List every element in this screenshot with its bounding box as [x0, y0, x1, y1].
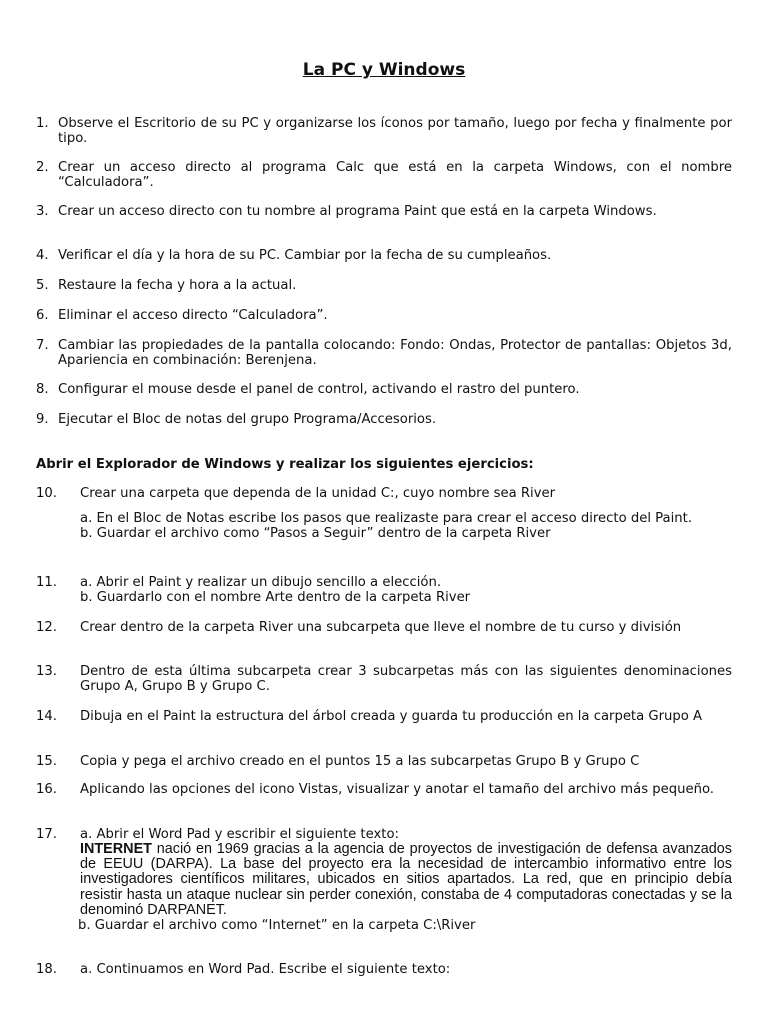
quoted-text-keyword: INTERNET	[80, 841, 152, 857]
list-item	[36, 827, 732, 933]
list-item	[36, 116, 732, 146]
item-number: 1.	[36, 116, 49, 131]
item-number: 18.	[36, 962, 57, 977]
item-number: 13.	[36, 664, 57, 679]
item-text: Verificar el día y la hora de su PC. Cambiar por la fecha de su cumpleaños.	[58, 248, 552, 263]
list-item	[36, 338, 732, 368]
list-item	[36, 248, 732, 263]
item-number: 3.	[36, 204, 49, 219]
item-text: Crear un acceso directo con tu nombre al programa Paint que está en la carpeta Windows.	[58, 204, 657, 219]
list-item	[36, 754, 732, 769]
item-number: 15.	[36, 754, 57, 769]
item-number: 5.	[36, 278, 49, 293]
list-item	[36, 782, 732, 797]
item-text: Aplicando las opciones del icono Vistas, visualizar y anotar el tamaño del archivo más pequeño.	[80, 782, 714, 797]
sub-item-a: a. Continuamos en Word Pad. Escribe el siguiente texto:	[80, 962, 451, 977]
item-number: 14.	[36, 709, 57, 724]
item-number: 12.	[36, 620, 57, 635]
section-heading: Abrir el Explorador de Windows y realizar los siguientes ejercicios:	[36, 457, 534, 472]
item-number: 4.	[36, 248, 49, 263]
item-number: 9.	[36, 412, 49, 427]
item-text: Eliminar el acceso directo “Calculadora”.	[58, 308, 328, 323]
sub-item-a: a. En el Bloc de Notas escribe los pasos que realizaste para crear el acceso directo del Paint.	[80, 511, 693, 526]
item-text: Cambiar las propiedades de la pantalla colocando: Fondo: Ondas, Protector de pantallas: Objetos 3d, Apariencia en combinación: Berenjena.	[58, 338, 732, 368]
item-text: Crear un acceso directo al programa Calc que está en la carpeta Windows, con el nombre “Calculadora”.	[58, 160, 732, 190]
sub-item-b: b. Guardar el archivo como “Internet” en la carpeta C:\River	[78, 918, 476, 934]
list-item	[36, 962, 732, 977]
item-number: 2.	[36, 160, 49, 175]
item-number: 16.	[36, 782, 57, 797]
sub-item-a: a. Abrir el Word Pad y escribir el siguiente texto:	[80, 827, 399, 842]
list-item	[36, 160, 732, 190]
list-item	[36, 412, 732, 427]
quoted-text	[80, 842, 732, 918]
item-number: 6.	[36, 308, 49, 323]
item-text: Ejecutar el Bloc de notas del grupo Programa/Accesorios.	[58, 412, 437, 427]
sub-item-a: a. Abrir el Paint y realizar un dibujo sencillo a elección.	[80, 575, 442, 590]
item-text: Configurar el mouse desde el panel de control, activando el rastro del puntero.	[58, 382, 580, 397]
item-number: 10.	[36, 486, 57, 501]
item-text: Observe el Escritorio de su PC y organizarse los íconos por tamaño, luego por fecha y finalmente por tipo.	[58, 116, 732, 146]
sub-item-b: b. Guardarlo con el nombre Arte dentro de la carpeta River	[80, 590, 471, 605]
list-item	[36, 382, 732, 397]
list-item	[36, 204, 732, 219]
page-title: La PC y Windows	[302, 60, 466, 80]
item-text: Dibuja en el Paint la estructura del árbol creada y guarda tu producción en la carpeta Grupo A	[80, 709, 703, 724]
list-item	[36, 575, 732, 605]
item-text: Restaure la fecha y hora a la actual.	[58, 278, 297, 293]
list-item	[36, 278, 732, 293]
list-item	[36, 620, 732, 635]
list-item	[36, 709, 732, 724]
list-item	[36, 308, 732, 323]
quoted-text-body: nació en 1969 gracias a la agencia de proyectos de investigación de defensa avanzados de EEUU (DARPA). La base del proyecto era la necesidad de intercambio informativo entre los investigadores científicos militares, ubicados en sitios apartados. La red, que en principio debía resistir hasta un ataque nuclear sin perder conexión, constaba de 4 computadoras conectadas y se la denominó DARPANET.	[80, 841, 732, 918]
item-text: Copia y pega el archivo creado en el puntos 15 a las subcarpetas Grupo B y Grupo C	[80, 754, 640, 769]
item-text: Dentro de esta última subcarpeta crear 3 subcarpetas más con las siguientes denominaciones Grupo A, Grupo B y Grupo C.	[80, 664, 732, 694]
sub-item-b: b. Guardar el archivo como “Pasos a Seguir” dentro de la carpeta River	[80, 526, 551, 541]
item-text: Crear una carpeta que dependa de la unidad C:, cuyo nombre sea River	[80, 486, 556, 501]
item-number: 8.	[36, 382, 49, 397]
list-item	[36, 486, 732, 541]
item-text: Crear dentro de la carpeta River una subcarpeta que lleve el nombre de tu curso y división	[80, 620, 682, 635]
item-number: 17.	[36, 827, 57, 842]
item-number: 11.	[36, 575, 57, 590]
item-number: 7.	[36, 338, 49, 353]
list-item	[36, 664, 732, 694]
